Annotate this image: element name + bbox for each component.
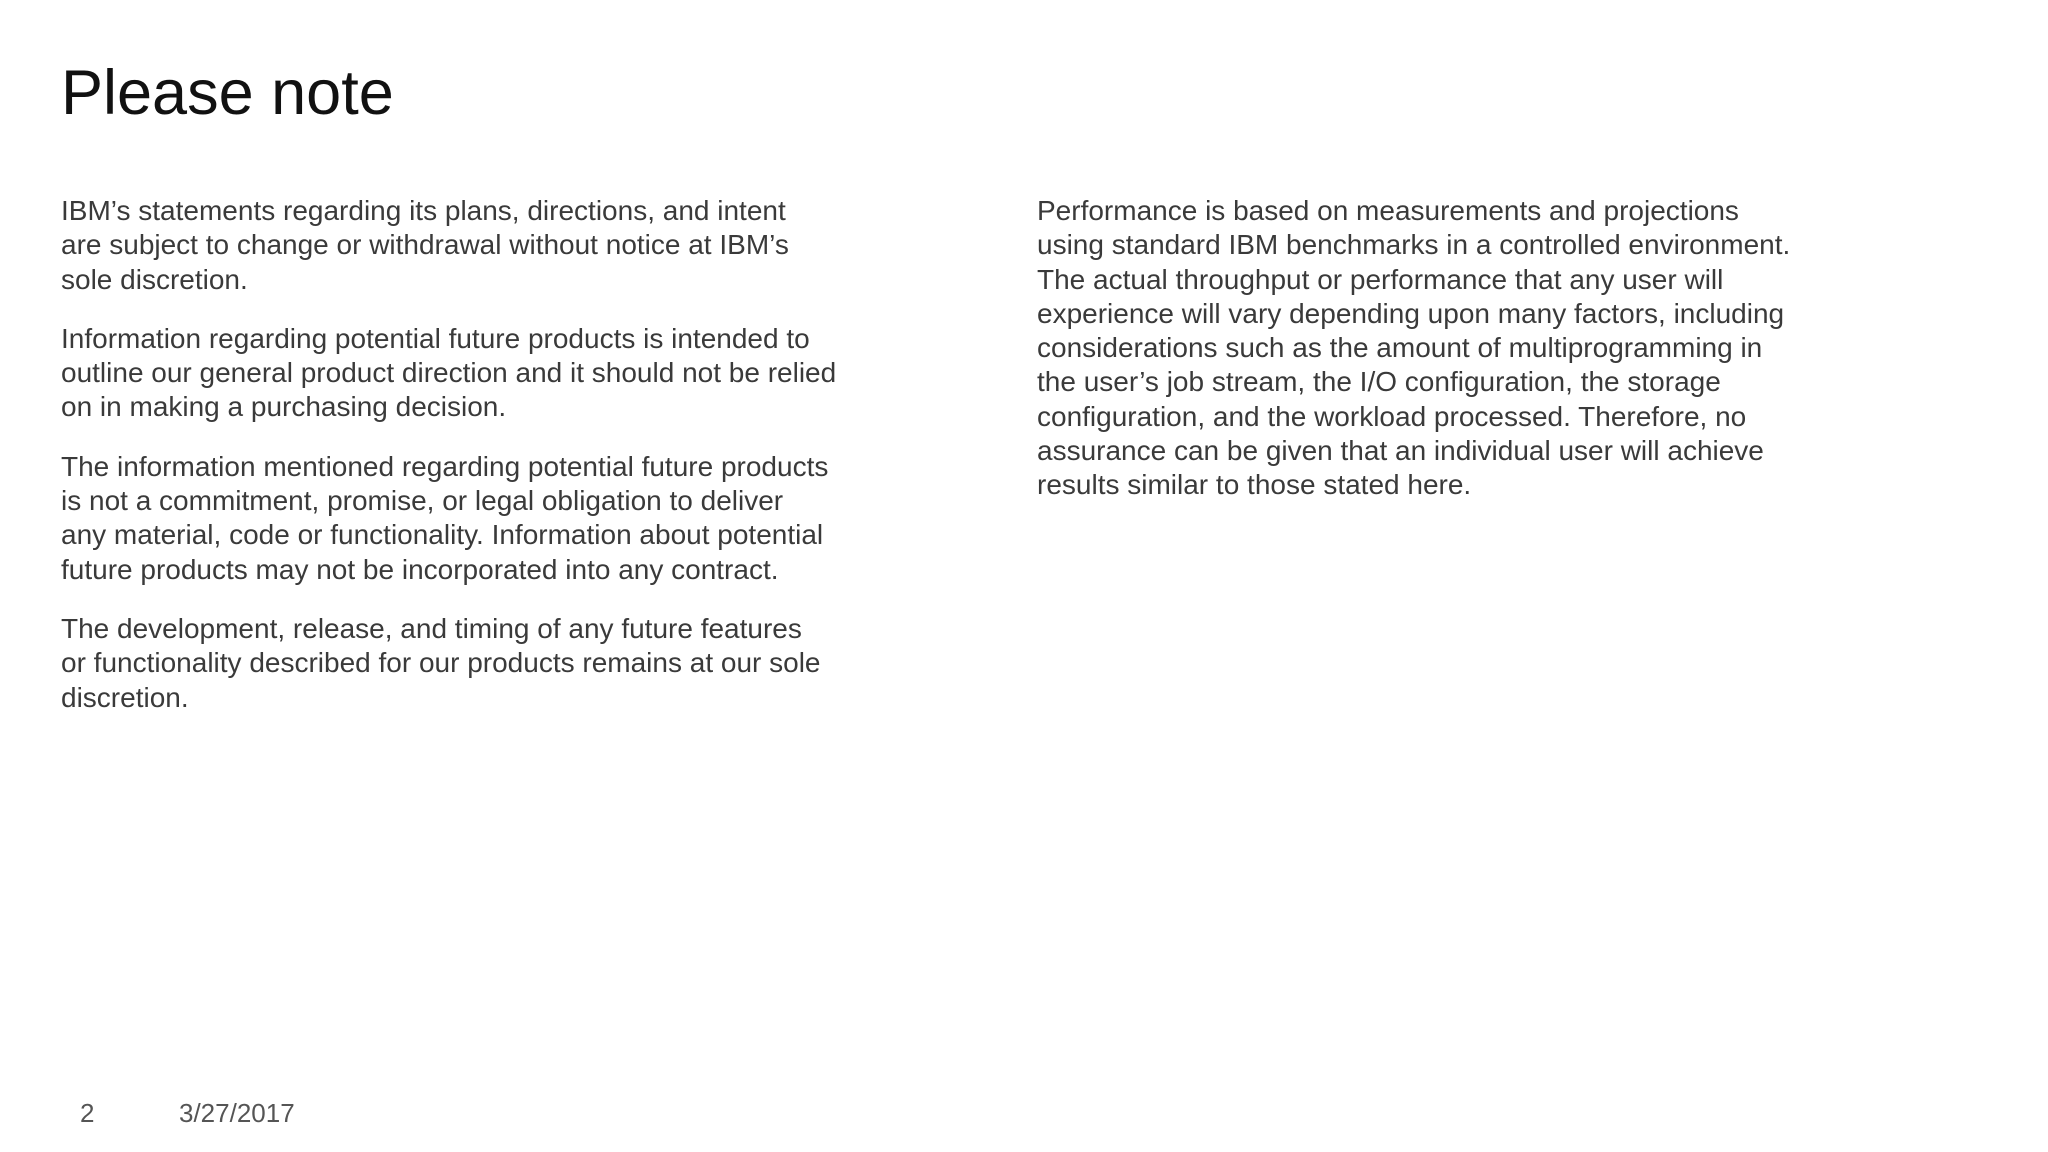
left-column: [61, 194, 911, 740]
footer-date: 3/27/2017: [179, 1098, 295, 1128]
paragraph-performance: Performance is based on measurements and projections using standard IBM benchmarks in a controlled environment. The actual throughput or performance that any user will experience will vary depending upon many factors, including considerations such as the amount of multiprogramming in the user’s job stream, the I/O configuration, the storage configuration, and the workload processed. Therefore, no assurance can be given that an individual user will achieve results similar to those stated here.: [1037, 195, 1791, 501]
slide-title: Please note: [61, 58, 394, 128]
paragraph-information: Information regarding potential future products is intended to outline our general product direction and it should not be relied on in making a purchasing decision.: [61, 322, 837, 423]
page-number: 2: [80, 1098, 95, 1128]
paragraph-commitment: The information mentioned regarding potential future products is not a commitment, promise, or legal obligation to deliver any material, code or functionality. Information about potential future products may not be incorporated into any contract.: [61, 450, 829, 585]
right-column: [1037, 194, 1917, 528]
paragraph-development: The development, release, and timing of any future features or functionality described for our products remains at our sole discretion.: [61, 612, 821, 713]
paragraph-statements: IBM’s statements regarding its plans, directions, and intent are subject to change or withdrawal without notice at IBM’s sole discretion.: [61, 195, 789, 295]
